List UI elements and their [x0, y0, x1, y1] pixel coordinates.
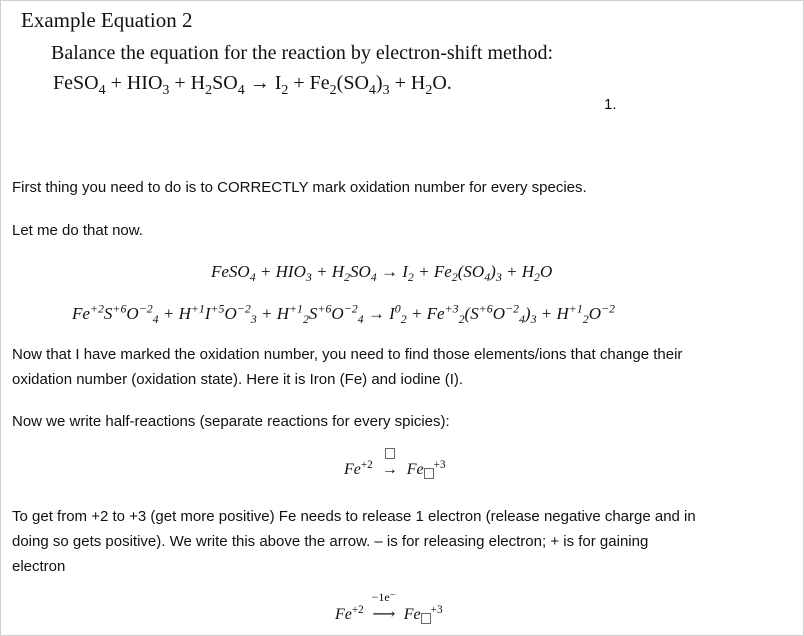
paragraph-electron-line3: electron [12, 558, 66, 575]
paragraph-changes-line1: Now that I have marked the oxidation number, you need to find those elements/ions that change their [12, 346, 683, 363]
electron-label: −1e⁻ [371, 590, 396, 604]
placeholder-box-icon [377, 447, 403, 462]
example-instruction: Balance the equation for the reaction by electron-shift method: [51, 42, 554, 64]
fe-product: Fe [406, 461, 424, 478]
fe-reactant: Fe [335, 606, 352, 623]
paragraph-electron-line1: To get from +2 to +3 (get more positive) Fe needs to release 1 electron (release negative charge and in [12, 508, 696, 525]
paragraph-electron-line2: doing so gets positive). We write this above the arrow. – is for releasing electron; + is for gaining [12, 533, 649, 550]
half-reaction-fe-electron [335, 590, 443, 624]
paragraph-changes-line2: oxidation number (oxidation state). Here it is Iron (Fe) and iodine (I). [12, 371, 464, 388]
fe-initial-charge: +2 [351, 603, 364, 616]
reaction-arrow: → [377, 461, 403, 479]
equation-oxidation-numbers: $Fe^{+2}S^{+6}O^{-2}_4 + H^{+1}I^{+5}O^{-2}_3 + H^{+1}_2S^{+6}O^{-2}_4 \to I^0_2 + Fe^{+3}_2(S^{+6}O^{-2}_4)_3 + H^{+1}_2O^{-2}$ [72, 301, 615, 327]
fe-final-charge: +3 [430, 603, 443, 616]
placeholder-box-icon [424, 468, 434, 479]
paragraph-let-me: Let me do that now. [12, 222, 143, 239]
equation-number: 1. [604, 96, 617, 113]
example-heading: Example Equation 2 [21, 8, 193, 32]
fe-final-charge: +3 [433, 458, 446, 471]
unbalanced-equation: FeSO$_4$ + $HIO_3 + H_2SO_4 \to I_2 + Fe_2(SO_4)_3 + H_2O$. [53, 72, 452, 98]
half-reaction-fe [344, 458, 446, 479]
fe-reactant: Fe [344, 461, 361, 478]
fe-product: Fe [403, 606, 421, 623]
placeholder-box-icon [421, 613, 431, 624]
reaction-arrow-with-electron: −1e⁻ ⟶ [368, 604, 400, 624]
paragraph-mark-oxidation: First thing you need to do is to CORRECTLY mark oxidation number for every species. [12, 179, 587, 196]
fe-initial-charge: +2 [360, 458, 373, 471]
paragraph-half-reactions: Now we write half-reactions (separate reactions for every spicies): [12, 413, 450, 430]
equation-main: FeSO$_4$ + $HIO_3 + H_2SO_4 \to I_2 + Fe_2(SO_4)_3 + H_2O$ [211, 262, 553, 285]
